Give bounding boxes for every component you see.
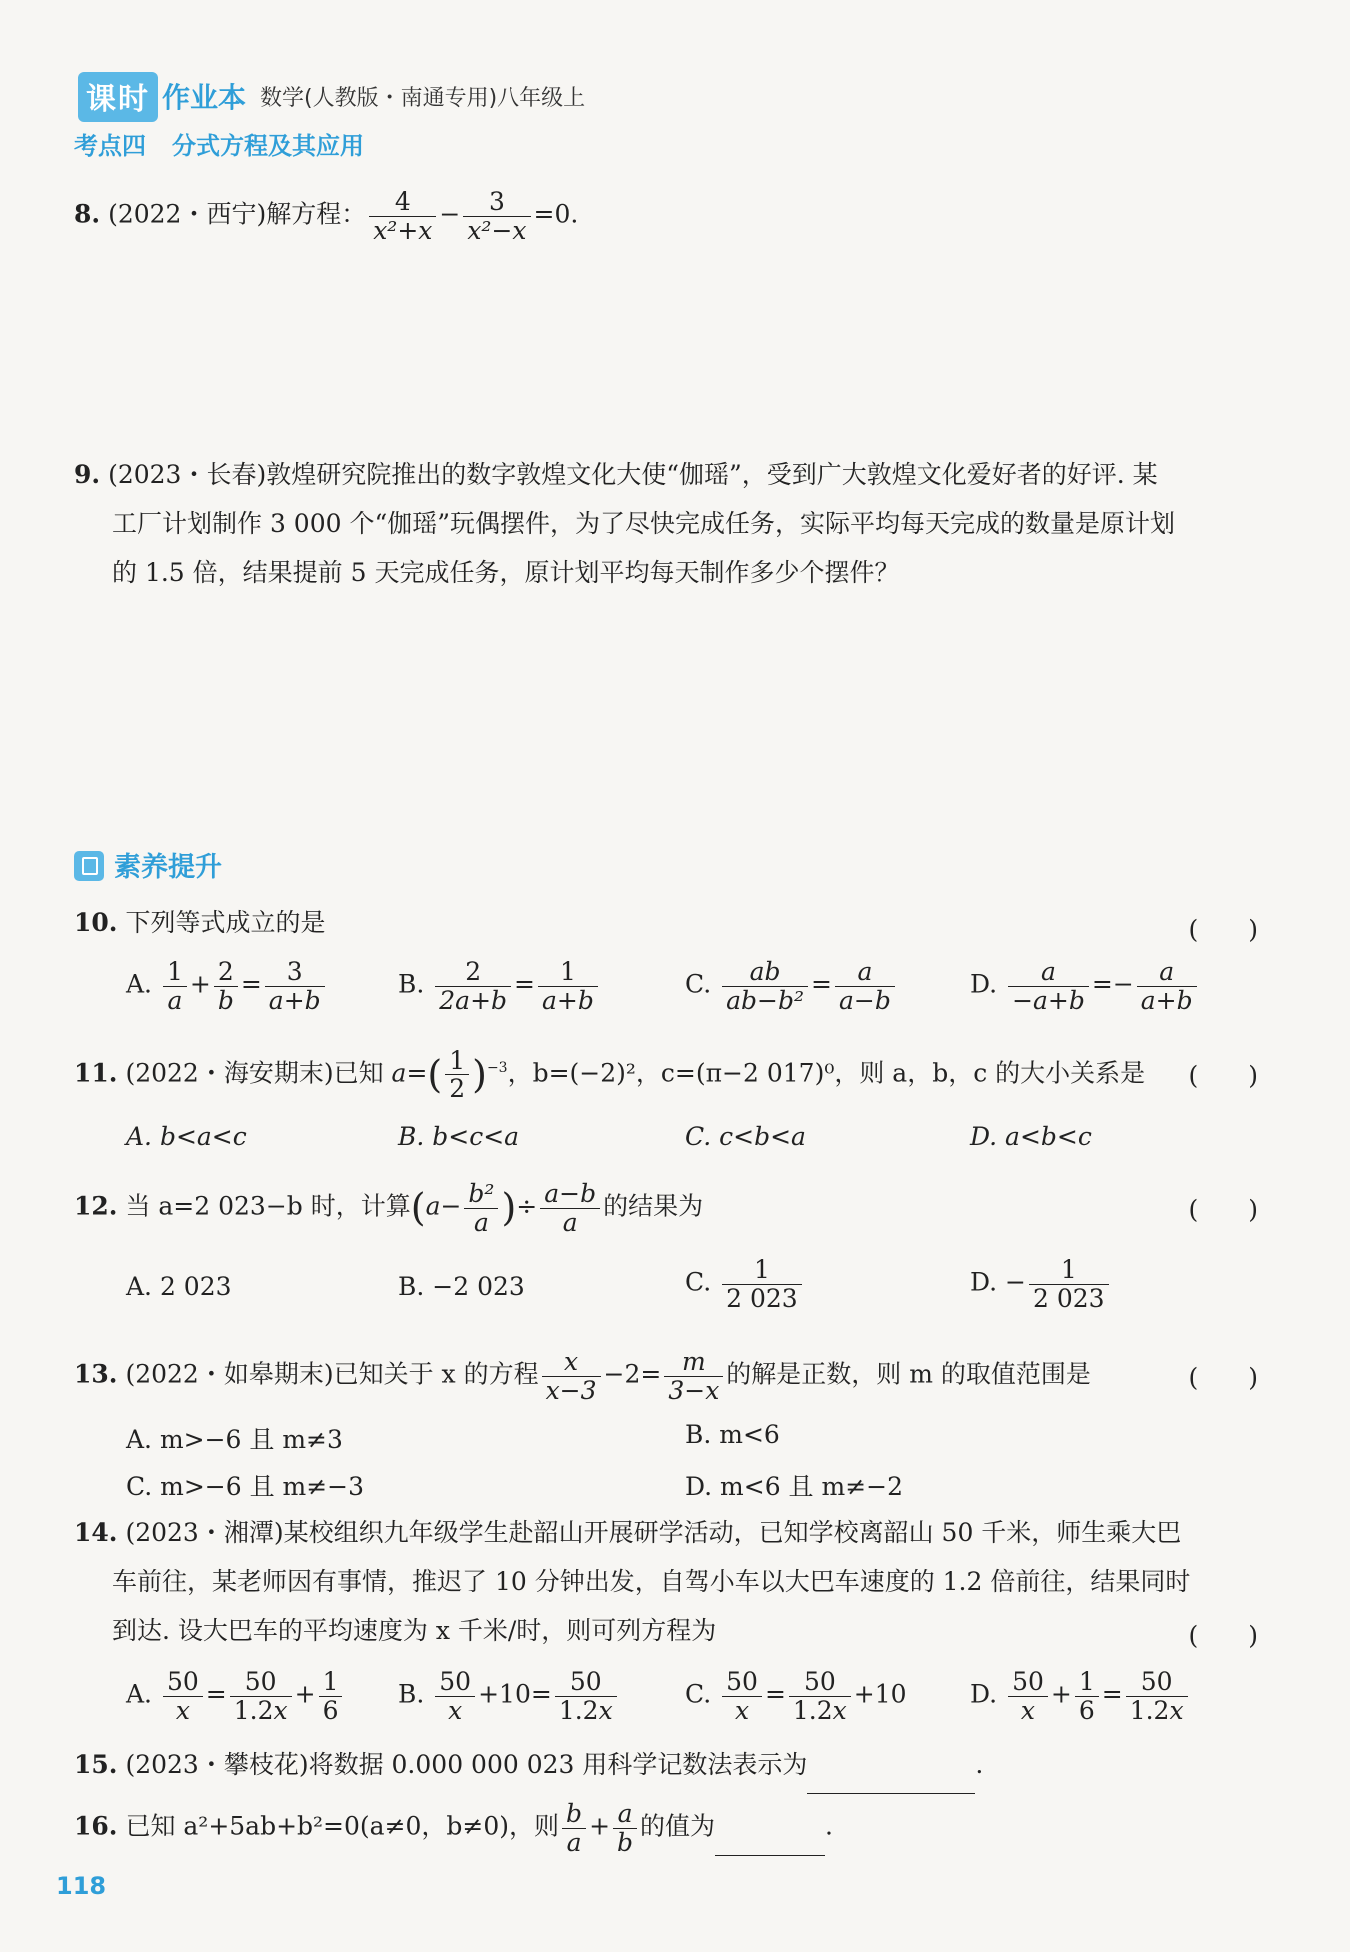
question-text-line: 工厂计划制作 3 000 个“伽瑶”玩偶摆件，为了尽快完成任务，实际平均每天完成的数量是原计划 (112, 509, 1176, 538)
option-d: D. a<b<c (970, 1122, 1092, 1151)
option-b: B. −2 023 (398, 1272, 525, 1301)
option-d: D. m<6 且 m≠−2 (685, 1472, 904, 1501)
answer-blank[interactable] (807, 1744, 975, 1794)
question-number: 14. (74, 1518, 118, 1547)
question-16: 16. 已知 a²+5ab+b²=0(a≠0，b≠0)，则 $\frac{b}{a}$ + $\frac{a}{b}$ 的值为 . (74, 1799, 833, 1857)
question-number: 12. (74, 1191, 118, 1221)
question-text: 下列等式成立的是 (125, 908, 326, 937)
brand-name: 作业本 (162, 81, 247, 114)
question-9 (74, 450, 1175, 597)
option-a: A. $\frac{50}{x}$ = $\frac{50}{1.2x}$ + $\frac{1}{6}$ (126, 1668, 345, 1724)
fraction: $\frac{4}{\text{x²+x}}$ (369, 188, 436, 244)
book-header (78, 72, 585, 122)
book-subtitle: 数学(人教版・南通专用)八年级上 (260, 86, 586, 111)
option-a: A. b<a<c (126, 1122, 247, 1151)
question-number: 10. (74, 908, 118, 937)
answer-parentheses: ( ) (1188, 1061, 1258, 1090)
question-text-line: 到达. 设大巴车的平均速度为 x 千米/时，则可列方程为 (112, 1616, 717, 1645)
question-8: 8. (2022・西宁)解方程： $\frac{4}{\text{x²+x}}$ − $\frac{3}{\text{x²−x}}$ =0. (74, 187, 579, 245)
option-b: B. $\frac{50}{x}$ +10= $\frac{50}{1.2x}$ (398, 1668, 620, 1724)
question-number: 15. (74, 1750, 118, 1779)
question-12: 12. 当 a=2 023−b 时，计算(a− $\frac{\text{b²}}{a}$ )÷ $\frac{a-b}{a}$ 的结果为 (74, 1179, 704, 1237)
option-c: C. m>−6 且 m≠−3 (126, 1472, 365, 1501)
section-label: 考点四 (74, 132, 146, 160)
option-a: A. 2 023 (126, 1272, 232, 1301)
answer-parentheses: ( ) (1188, 1363, 1258, 1392)
question-10 (74, 898, 325, 947)
option-b: B. $\frac{2}{2a+b}$ = $\frac{1}{a+b}$ (398, 958, 601, 1014)
question-number: 8. (74, 199, 101, 229)
question-text-line: (2023・长春)敦煌研究院推出的数字敦煌文化大使“伽瑶”，受到广大敦煌文化爱好者的好评. 某 (108, 460, 1158, 489)
option-c: C. $\frac{ab}{\text{ab−b²}}$ = $\frac{a}{a-b}$ (685, 958, 898, 1014)
option-a: A. m>−6 且 m≠3 (126, 1425, 343, 1454)
question-13: 13. (2022・如皋期末)已知关于 x 的方程 $\frac{x}{x-3}$ −2= $\frac{m}{3-x}$ 的解是正数，则 m 的取值范围是 (74, 1347, 1091, 1405)
answer-parentheses: ( ) (1188, 1195, 1258, 1224)
fraction: $\frac{3}{\text{x²−x}}$ (463, 188, 530, 244)
answer-parentheses: ( ) (1188, 1621, 1258, 1650)
question-text-line: 车前往，某老师因有事情，推迟了 10 分钟出发，自驾小车以大巴车速度的 1.2 倍前往，结果同时 (112, 1567, 1191, 1596)
question-text: (2022・西宁)解方程： (108, 199, 367, 229)
question-15: 15. (2023・攀枝花)将数据 0.000 000 023 用科学记数法表示为 . (74, 1740, 983, 1794)
option-d: D. − $\frac{1}{2 023}$ (970, 1256, 1112, 1312)
section-text: 分式方程及其应用 (172, 132, 364, 160)
answer-parentheses: ( ) (1188, 915, 1258, 944)
option-c: C. c<b<a (685, 1122, 806, 1151)
edit-icon (74, 851, 104, 881)
option-d: D. $\frac{a}{-a+b}$ =− $\frac{a}{a+b}$ (970, 958, 1200, 1014)
option-d: D. $\frac{50}{x}$ + $\frac{1}{6}$ = $\frac{50}{1.2x}$ (970, 1668, 1191, 1724)
option-b: B. m<6 (685, 1420, 780, 1449)
answer-blank[interactable] (715, 1806, 825, 1856)
page-number: 118 (56, 1872, 107, 1900)
question-text-line: 的 1.5 倍，结果提前 5 天完成任务，原计划平均每天制作多少个摆件？ (112, 558, 900, 587)
question-11: 11. (2022・海安期末)已知 a=( $\frac{1}{2}$ )$^{-3}$，b=(−2)²，c=(π−2 017)⁰，则 a，b，c 的大小关系是 (74, 1045, 1146, 1104)
question-number: 9. (74, 460, 101, 489)
question-number: 13. (74, 1359, 118, 1389)
section-heading-suyang: 素养提升 (74, 845, 222, 884)
option-b: B. b<c<a (398, 1122, 520, 1151)
option-c: C. $\frac{50}{x}$ = $\frac{50}{1.2x}$ +10 (685, 1667, 907, 1725)
option-c: C. $\frac{1}{2 023}$ (685, 1256, 805, 1312)
section-title (74, 126, 364, 161)
question-number: 16. (74, 1811, 118, 1841)
question-number: 11. (74, 1058, 118, 1088)
question-text-line: (2023・湘潭)某校组织九年级学生赴韶山开展研学活动，已知学校离韶山 50 千米，师生乘大巴 (125, 1518, 1182, 1547)
option-a: A. $\frac{1}{a}$ + $\frac{2}{b}$ = $\frac{3}{a+b}$ (126, 958, 328, 1014)
question-14 (74, 1508, 1190, 1655)
brand-logo: 课时 (78, 72, 158, 122)
